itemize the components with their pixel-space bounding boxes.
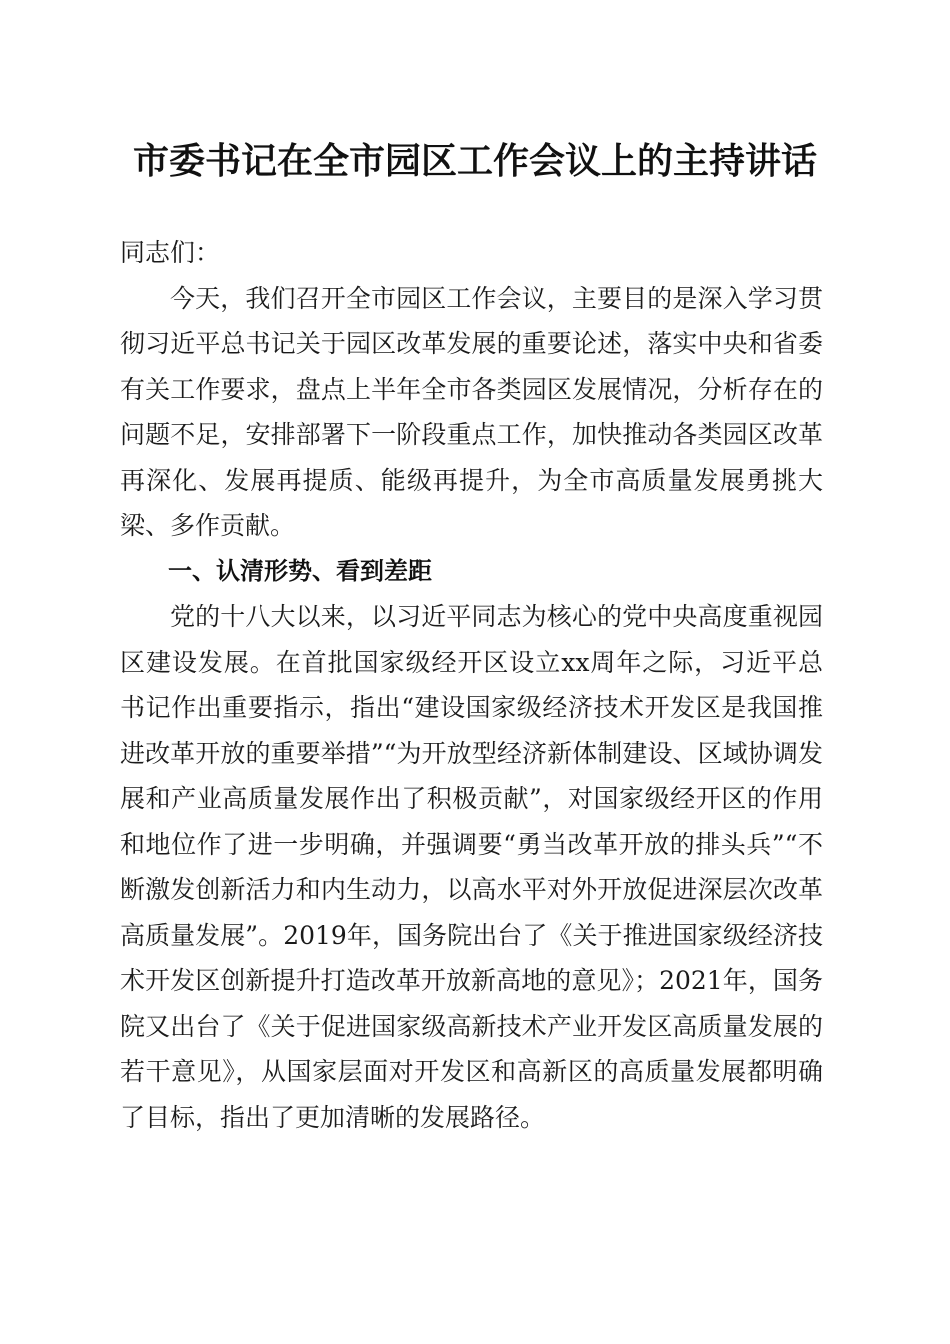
salutation: 同志们：: [120, 238, 221, 267]
document-title: 市委书记在全市园区工作会议上的主持讲话: [132, 140, 817, 182]
document-body: [120, 230, 823, 1140]
paragraph-opening: 今天，我们召开全市园区工作会议，主要目的是深入学习贯彻习近平总书记关于园区改革发展的重要论述，落实中央和省委有关工作要求，盘点上半年全市各类园区发展情况，分析存在的问题不足，安排部署下一阶段重点工作，加快推动各类园区改革再深化、发展再提质、能级再提升，为全市高质量发展勇挑大梁、多作贡献。: [120, 283, 823, 540]
section-heading: 一、认清形势、看到差距: [168, 556, 432, 585]
paragraph-situation: 党的十八大以来，以习近平同志为核心的党中央高度重视园区建设发展。在首批国家级经开区设立xx周年之际，习近平总书记作出重要指示，指出“建设国家级经济技术开发区是我国推进改革开放的重要举措”“为开放型经济新体制建设、区域协调发展和产业高质量发展作出了积极贡献”，对国家级经开区的作用和地位作了进一步明确，并强调要“勇当改革开放的排头兵”“不断激发创新活力和内生动力，以高水平对外开放促进深层次改革高质量发展”。2019年，国务院出台了《关于推进国家级经济技术开发区创新提升打造改革开放新高地的意见》；2021年，国务院又出台了《关于促进国家级高新技术产业开发区高质量发展的若干意见》，从国家层面对开发区和高新区的高质量发展都明确了目标，指出了更加清晰的发展路径。: [120, 602, 823, 1132]
